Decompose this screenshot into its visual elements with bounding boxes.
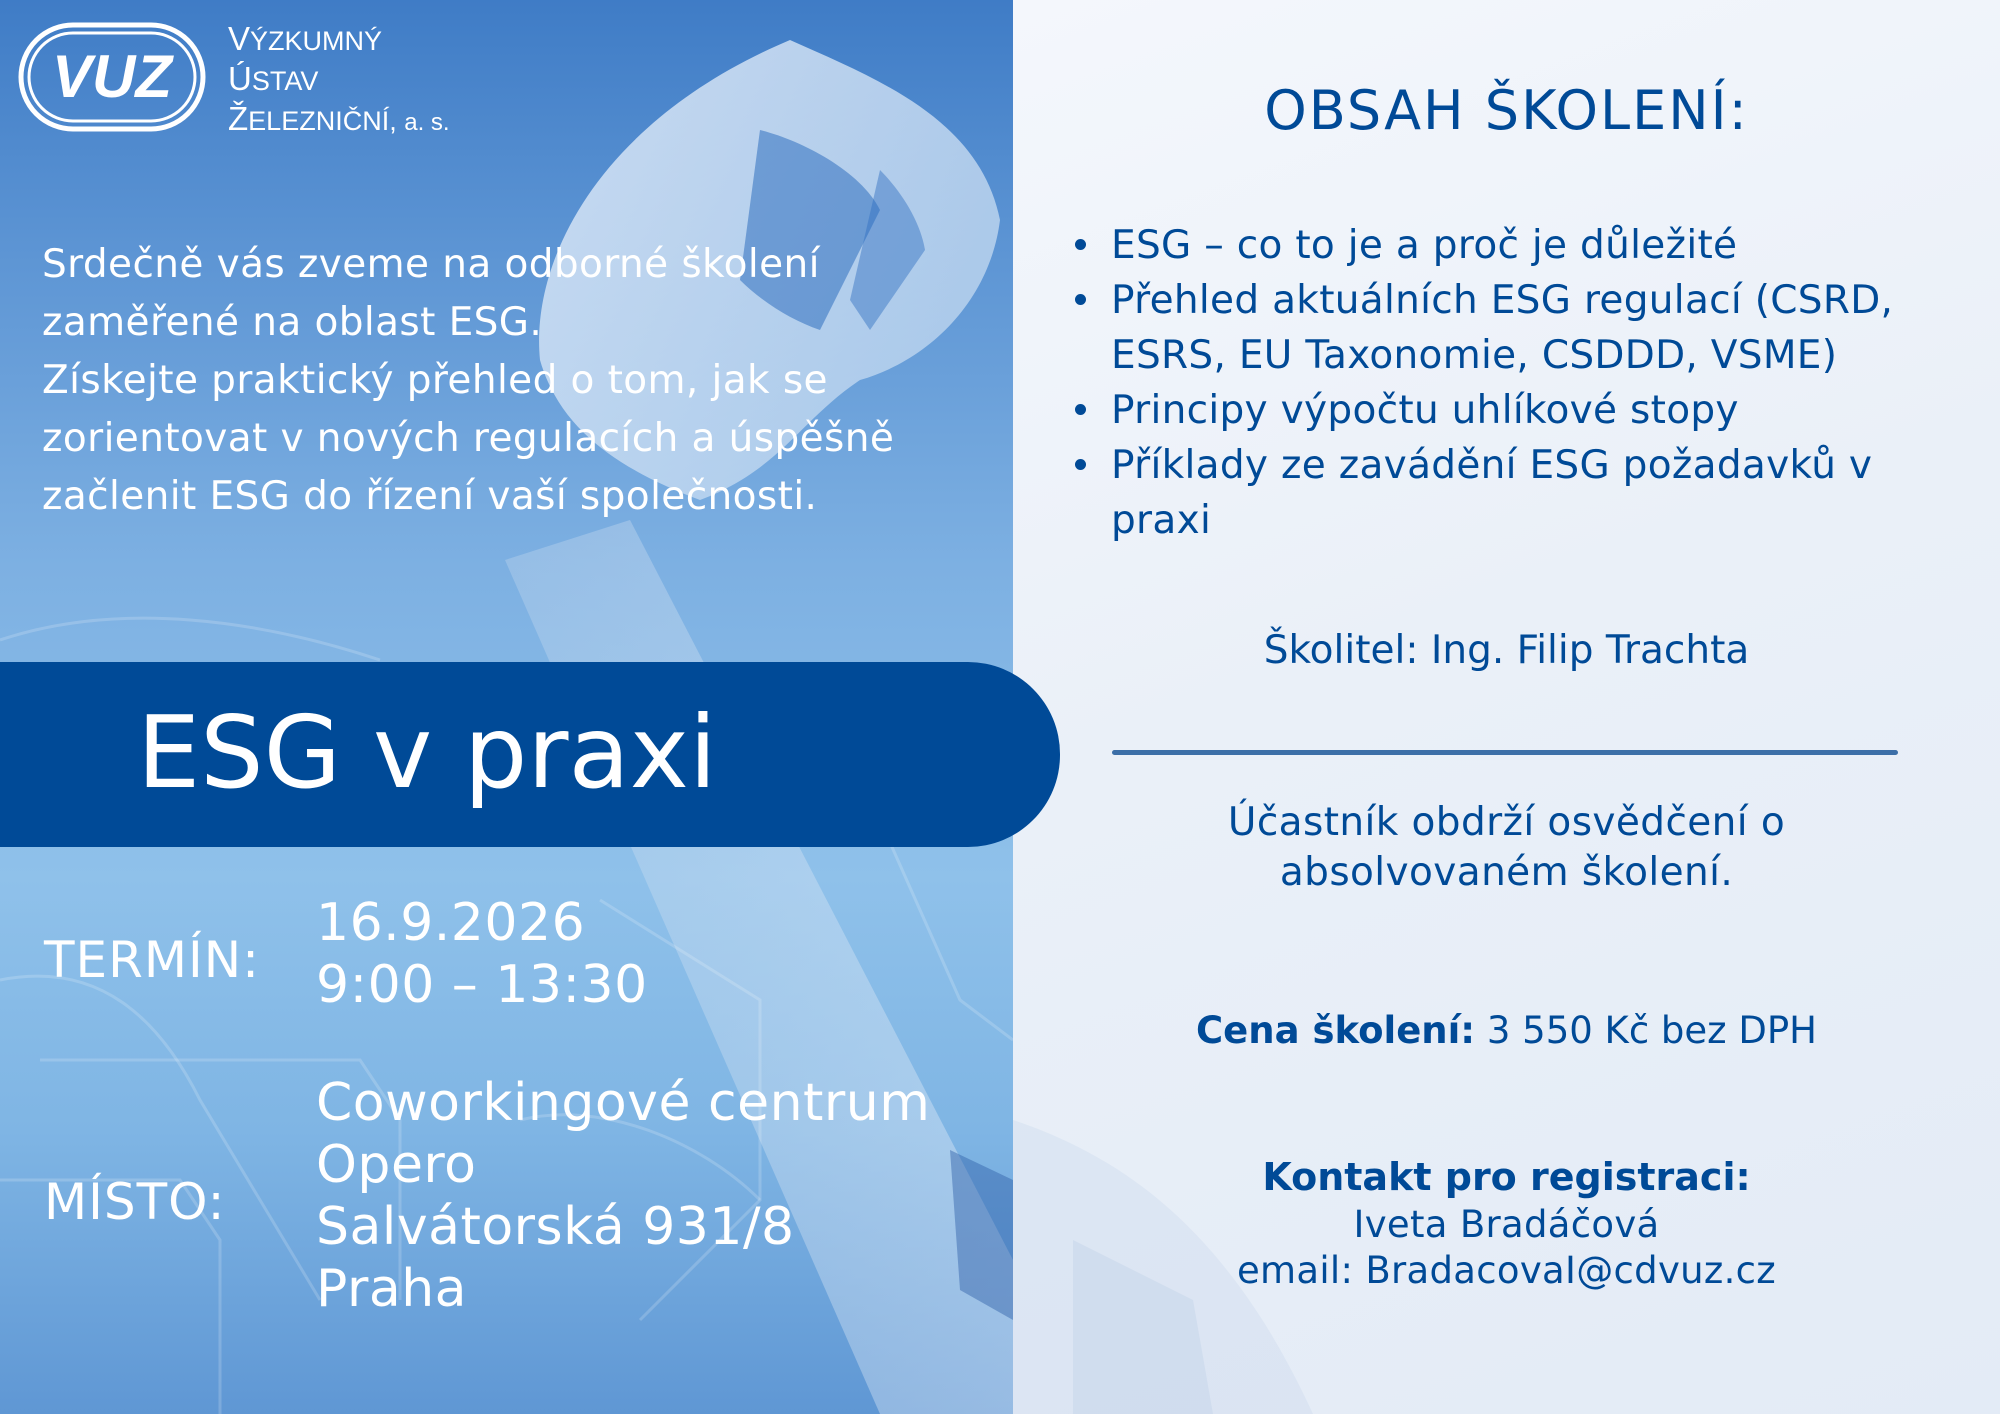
logo-line3-suffix: a. s. — [404, 109, 450, 136]
logo-line3: ELEZNIČNÍ, — [248, 106, 397, 136]
certificate-note — [1013, 798, 2000, 898]
place-line: Praha — [316, 1259, 468, 1319]
logo-line2-cap: Ú — [228, 60, 252, 97]
list-item — [1067, 438, 1967, 548]
term-values — [316, 892, 648, 1016]
logo-line1-cap: V — [228, 20, 251, 57]
content-heading: OBSAH ŠKOLENÍ: — [1264, 79, 1749, 142]
list-item — [1067, 383, 1967, 438]
bullet-icon — [1075, 294, 1086, 305]
term-time: 9:00 – 13:30 — [316, 955, 648, 1015]
place-line: Salvátorská 931/8 — [316, 1197, 795, 1257]
topic-text: Příklady ze zavádění ESG požadavků v praxi — [1111, 443, 1873, 543]
place-values — [316, 1072, 930, 1320]
topic-text: Principy výpočtu uhlíkové stopy — [1111, 388, 1739, 433]
contact-name: Iveta Bradáčová — [1353, 1203, 1660, 1246]
topic-text: Přehled aktuálních ESG regulací (CSRD, ESRS, EU Taxonomie, CSDDD, VSME) — [1111, 278, 1894, 378]
contact-email-link[interactable]: email: BradacovaI@cdvuz.cz — [1236, 1249, 1777, 1292]
intro-paragraph-1: Srdečně vás zveme na odborné školení zaměřené na oblast ESG. — [42, 242, 820, 345]
divider — [1112, 750, 1898, 755]
bullet-icon — [1075, 239, 1086, 250]
place-line: Opero — [316, 1135, 477, 1195]
logo-line3-cap: Ž — [228, 100, 249, 137]
trainer: Školitel: Ing. Filip Trachta — [1263, 628, 1750, 673]
logo-line2: STAV — [251, 66, 319, 96]
certificate-line-1: Účastník obdrží osvědčení o — [1227, 800, 1786, 845]
place-line: Coworkingové centrum — [316, 1073, 931, 1133]
title-banner — [0, 662, 1060, 847]
list-item — [1067, 218, 1967, 273]
term-label: TERMÍN: — [44, 931, 261, 989]
list-item — [1067, 273, 1967, 383]
place-label: MÍSTO: — [44, 1173, 226, 1231]
vuz-logo — [18, 22, 206, 132]
bullet-icon — [1075, 404, 1086, 415]
certificate-line-2: absolvovaném školení. — [1279, 850, 1734, 895]
logo-wordmark — [228, 20, 450, 142]
logo-mark: VUZ — [52, 43, 172, 110]
page-title: ESG v praxi — [137, 694, 717, 811]
topic-list — [1067, 218, 1967, 548]
price-value: 3 550 Kč bez DPH — [1486, 1009, 1817, 1052]
intro-paragraph-2: Získejte praktický přehled o tom, jak se zorientovat v nových regulacích a úspěšně začlenit ESG do řízení vaší společnosti. — [42, 358, 895, 519]
price — [1013, 1004, 2000, 1058]
logo-line1: ÝZKUMNÝ — [250, 26, 383, 56]
price-label: Cena školení: — [1196, 1009, 1476, 1052]
topic-text: ESG – co to je a proč je důležité — [1111, 223, 1738, 268]
intro-text — [42, 236, 942, 526]
contact-heading: Kontakt pro registraci: — [1262, 1155, 1751, 1199]
bullet-icon — [1075, 459, 1086, 470]
term-date: 16.9.2026 — [316, 893, 586, 953]
